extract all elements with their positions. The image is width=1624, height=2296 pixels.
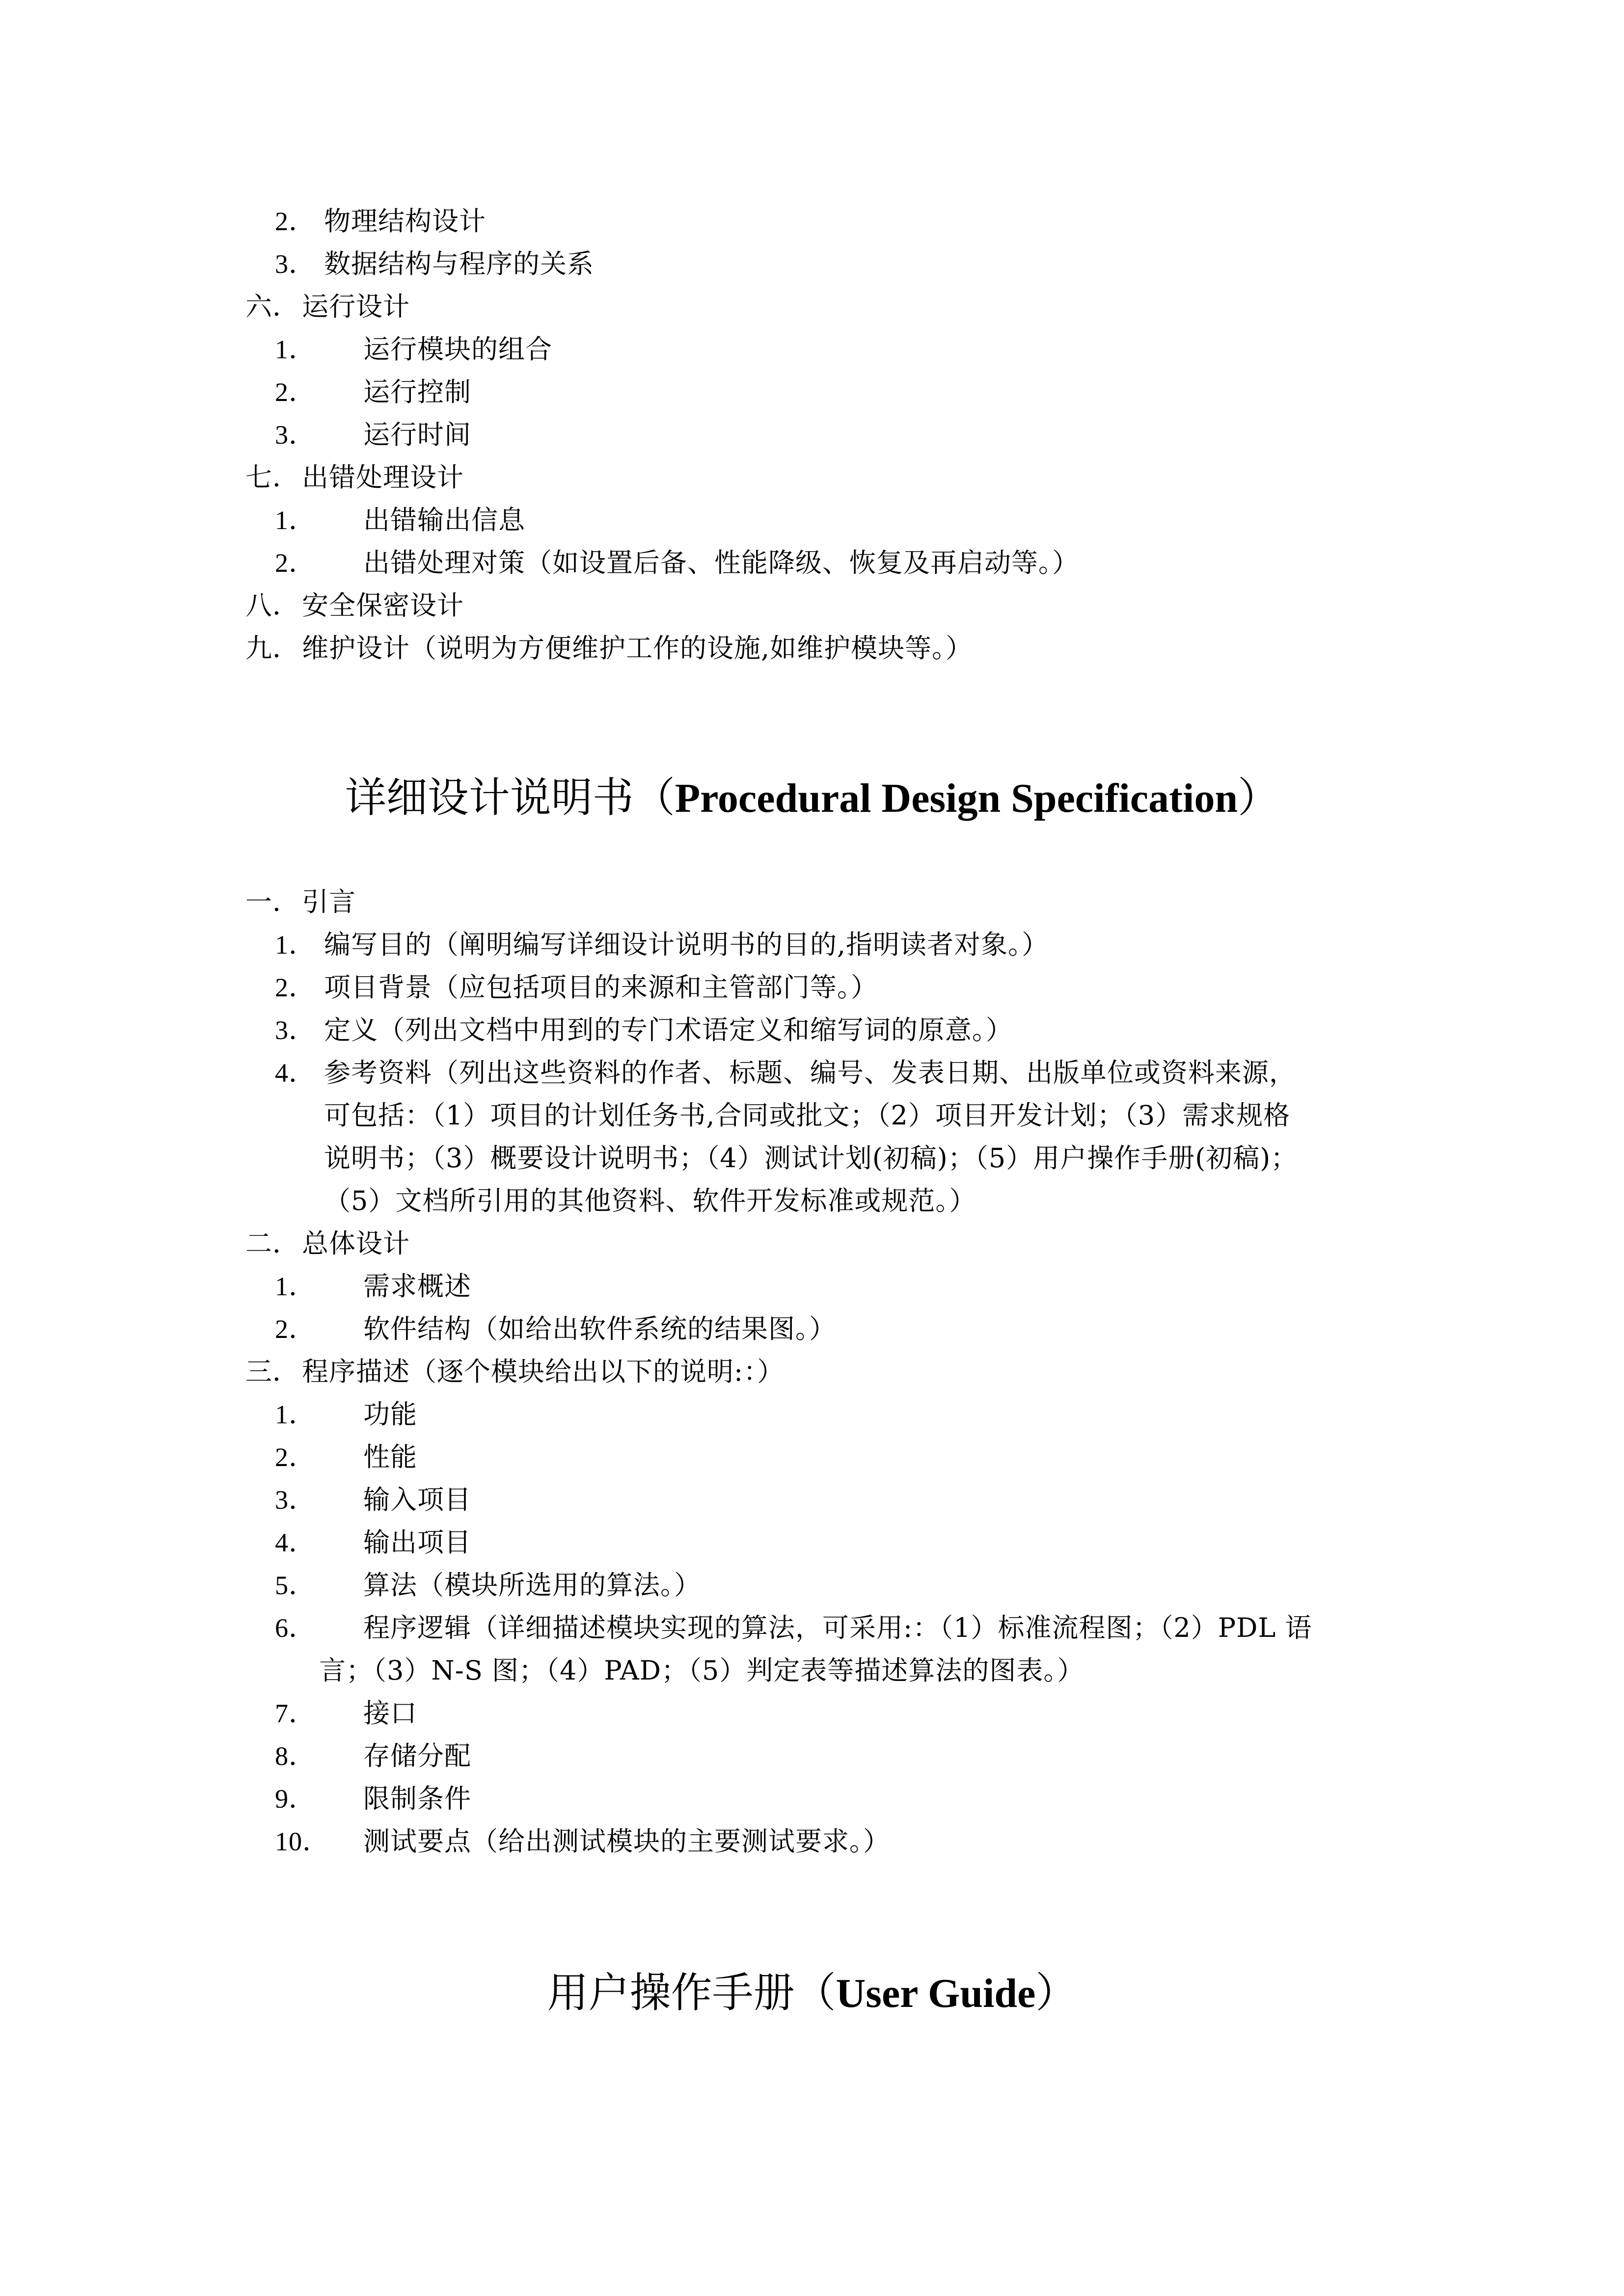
item-number: 2． (275, 973, 316, 1002)
outline-item-continuation (324, 1185, 976, 1217)
outline-item (275, 248, 594, 280)
chapter-text: 程序描述（逐个模块给出以下的说明:：） (302, 1356, 785, 1387)
item-number: 1． (275, 335, 316, 364)
item-text: 输入项目 (363, 1484, 471, 1515)
outline-item (275, 1526, 471, 1559)
chapter-heading (245, 1356, 784, 1388)
chapter-number: 九． (245, 633, 299, 664)
chapter-number: 二． (245, 1228, 299, 1259)
chapter-heading (245, 461, 464, 494)
outline-item (275, 1697, 417, 1730)
section-title-procedural-design (0, 773, 1624, 823)
item-text: 运行时间 (363, 419, 471, 450)
item-number: 3． (275, 1015, 316, 1045)
item-text: 可包括：（1）项目的计划任务书,合同或批文；（2）项目开发计划；（3）需求规格 (324, 1100, 1291, 1131)
chapter-text: 运行设计 (302, 291, 410, 322)
item-text: 数据结构与程序的关系 (324, 248, 594, 279)
chapter-heading (245, 589, 464, 622)
outline-item-continuation (324, 1142, 1298, 1175)
item-number: 6． (275, 1613, 316, 1643)
outline-item (275, 419, 471, 451)
outline-item (275, 1569, 701, 1602)
title-open-paren: （ (794, 1969, 836, 2017)
item-number: 8． (275, 1741, 316, 1771)
item-text: 接口 (363, 1698, 417, 1729)
item-number: 3． (275, 1485, 316, 1515)
title-chinese: 用户操作手册 (547, 1969, 795, 2017)
item-text: 言；（3）N-S 图；（4）PAD；（5）判定表等描述算法的图表。） (319, 1655, 1084, 1686)
chapter-text: 出错处理设计 (302, 462, 464, 493)
item-number: 2． (275, 1314, 316, 1344)
outline-item (275, 1014, 1013, 1046)
chapter-text: 总体设计 (302, 1228, 410, 1259)
item-number: 4． (275, 1058, 316, 1088)
item-text: 运行模块的组合 (363, 334, 552, 365)
item-text: 说明书；（3）概要设计说明书；（4）测试计划(初稿)；（5）用户操作手册(初稿)； (324, 1143, 1298, 1174)
chapter-heading (245, 291, 410, 323)
chapter-heading (245, 1228, 410, 1260)
chapter-text: 维护设计（说明为方便维护工作的设施,如维护模块等。） (302, 633, 973, 664)
outline-item (275, 504, 525, 536)
item-number: 3． (275, 420, 316, 450)
item-text: 物理结构设计 (324, 206, 486, 237)
item-text: 算法（模块所选用的算法。） (363, 1570, 701, 1601)
item-number: 1． (275, 506, 316, 535)
outline-item (275, 376, 471, 408)
item-text: 功能 (363, 1399, 417, 1430)
chapter-heading (245, 886, 356, 918)
outline-item (275, 547, 1079, 579)
item-number: 3． (275, 249, 316, 279)
item-number: 7． (275, 1699, 316, 1728)
outline-item (275, 205, 486, 238)
outline-item (275, 1441, 417, 1473)
item-text: 项目背景（应包括项目的来源和主管部门等。） (324, 972, 878, 1003)
item-number: 4． (275, 1528, 316, 1557)
item-number: 2． (275, 207, 316, 236)
chapter-number: 八． (245, 590, 299, 621)
outline-item (275, 1825, 890, 1858)
outline-item (275, 1313, 836, 1345)
item-text: 存储分配 (363, 1740, 471, 1771)
item-number: 10． (275, 1827, 329, 1856)
item-text: 输出项目 (363, 1527, 471, 1558)
item-text: 编写目的（阐明编写详细设计说明书的目的,指明读者对象。） (324, 929, 1049, 960)
item-text: 程序逻辑（详细描述模块实现的算法，可采用:：（1）标准流程图；（2）PDL 语 (363, 1612, 1312, 1643)
item-text: 软件结构（如给出软件系统的结果图。） (363, 1313, 836, 1344)
chapter-number: 六． (245, 291, 299, 322)
chapter-number: 三． (245, 1356, 299, 1387)
outline-item (275, 929, 1049, 961)
outline-item (275, 1612, 1312, 1644)
title-open-paren: （ (633, 774, 675, 822)
chapter-text: 引言 (302, 886, 356, 917)
outline-item (275, 1783, 471, 1815)
item-text: 出错处理对策（如设置后备、性能降级、恢复及再启动等。） (363, 547, 1079, 578)
item-number: 2． (275, 1442, 316, 1472)
item-text: 出错输出信息 (363, 505, 525, 535)
chapter-text: 安全保密设计 (302, 590, 464, 621)
outline-item (275, 1484, 471, 1516)
outline-item-continuation (319, 1655, 1084, 1687)
outline-item (275, 1270, 471, 1303)
item-text: 测试要点（给出测试模块的主要测试要求。） (363, 1826, 890, 1857)
section-title-user-guide (0, 1968, 1624, 2018)
item-number: 2． (275, 548, 316, 578)
title-english: Procedural Design Specification (675, 775, 1238, 821)
item-number: 2． (275, 377, 316, 407)
item-text: 定义（列出文档中用到的专门术语定义和缩写词的原意。） (324, 1015, 1013, 1045)
title-close-paren: ） (1035, 1969, 1077, 2017)
item-number: 1． (275, 1400, 316, 1429)
chapter-number: 一． (245, 886, 299, 917)
item-number: 1． (275, 1272, 316, 1301)
outline-item (275, 1740, 471, 1772)
outline-item (275, 333, 552, 366)
item-text: 参考资料（列出这些资料的作者、标题、编号、发表日期、出版单位或资料来源， (324, 1057, 1296, 1088)
item-text: （5）文档所引用的其他资料、软件开发标准或规范。） (324, 1185, 976, 1216)
item-number: 5． (275, 1571, 316, 1600)
item-text: 需求概述 (363, 1271, 471, 1302)
title-close-paren: ） (1238, 774, 1279, 822)
title-english: User Guide (836, 1971, 1036, 2016)
item-text: 性能 (363, 1442, 417, 1472)
item-number: 9． (275, 1784, 316, 1814)
outline-item (275, 1398, 417, 1431)
item-number: 1． (275, 930, 316, 960)
outline-item (275, 1057, 1296, 1089)
item-text: 运行控制 (363, 376, 471, 407)
item-text: 限制条件 (363, 1783, 471, 1814)
chapter-heading (245, 632, 973, 665)
title-chinese: 详细设计说明书 (345, 774, 634, 822)
chapter-number: 七． (245, 462, 299, 493)
outline-item (275, 971, 878, 1004)
outline-item-continuation (324, 1099, 1290, 1132)
